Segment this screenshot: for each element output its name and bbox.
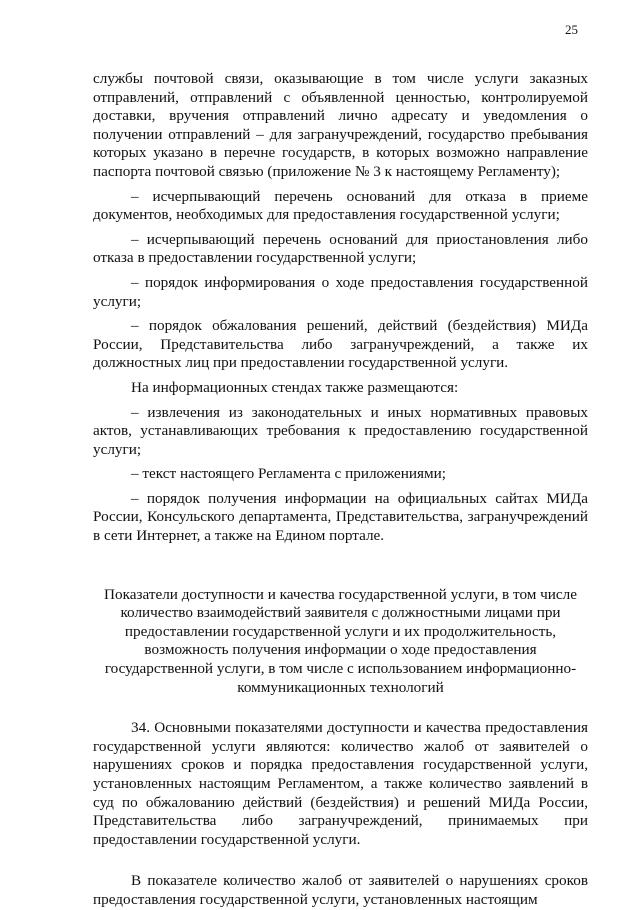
document-body	[93, 70, 588, 910]
paragraph-appeal-order: – порядок обжалования решений, действий (бездействия) МИДа России, Представительства либо загранучреждений, а также их должностных лиц при предоставлении государственной услуги.	[93, 317, 588, 372]
paragraph-refusal-grounds: – исчерпывающий перечень оснований для отказа в приеме документов, необходимых для предоставления государственной услуги;	[93, 187, 588, 224]
paragraph-official-sites: – порядок получения информации на официальных сайтах МИДа России, Консульского департамента, Представительства, загранучреждений в сети Интернет, а также на Едином портале.	[93, 489, 588, 545]
paragraph-info-stands: На информационных стендах также размещаются:	[131, 378, 459, 396]
paragraph-suspension-grounds: – исчерпывающий перечень оснований для приостановления либо отказа в предоставлении государственной услуги;	[93, 230, 588, 267]
paragraph-complaints-indicator: В показателе количество жалоб от заявителей о нарушениях сроков предоставления государственной услуги, установленных настоящим	[93, 872, 588, 908]
paragraph-continuation: службы почтовой связи, оказывающие в том числе услуги заказных отправлений, отправлений с объявленной ценностью, контролируемой доставки, вручения отправлений лично адресату и уведомления о получении отправлений – для загранучреждений, государство пребывания которых указано в перечне государств, в которых возможно направление паспорта почтовой связью (приложение № 3 к настоящему Регламенту);	[93, 70, 588, 180]
page-number: 25	[565, 22, 578, 37]
paragraph-regulation-text: – текст настоящего Регламента с приложениями;	[131, 465, 446, 483]
paragraph-legal-extracts: – извлечения из законодательных и иных нормативных правовых актов, устанавливающих требования к предоставлению государственной услуги;	[93, 403, 588, 458]
paragraph-item-34: 34. Основными показателями доступности и качества предоставления государственной услуги являются: количество жалоб от заявителей о нарушениях сроков и порядка предоставления государственной услуги, установленных настоящим Регламентом, а также количество заявлений в суд по обжалованию действий (бездействия) и решений МИДа России, Представительства либо загранучреждений, принимаемых при предоставлении государственной услуги.	[93, 719, 588, 848]
section-heading: Показатели доступности и качества государственной услуги, в том числе количество взаимодействий заявителя с должностными лицами при предоставлении государственной услуги и их продолжительность, возможность получения информации о ходе предоставления государственной услуги, в том числе с использованием информационно-коммуникационных технологий	[104, 585, 577, 696]
paragraph-informing-order: – порядок информирования о ходе предоставления государственной услуги;	[93, 273, 588, 310]
